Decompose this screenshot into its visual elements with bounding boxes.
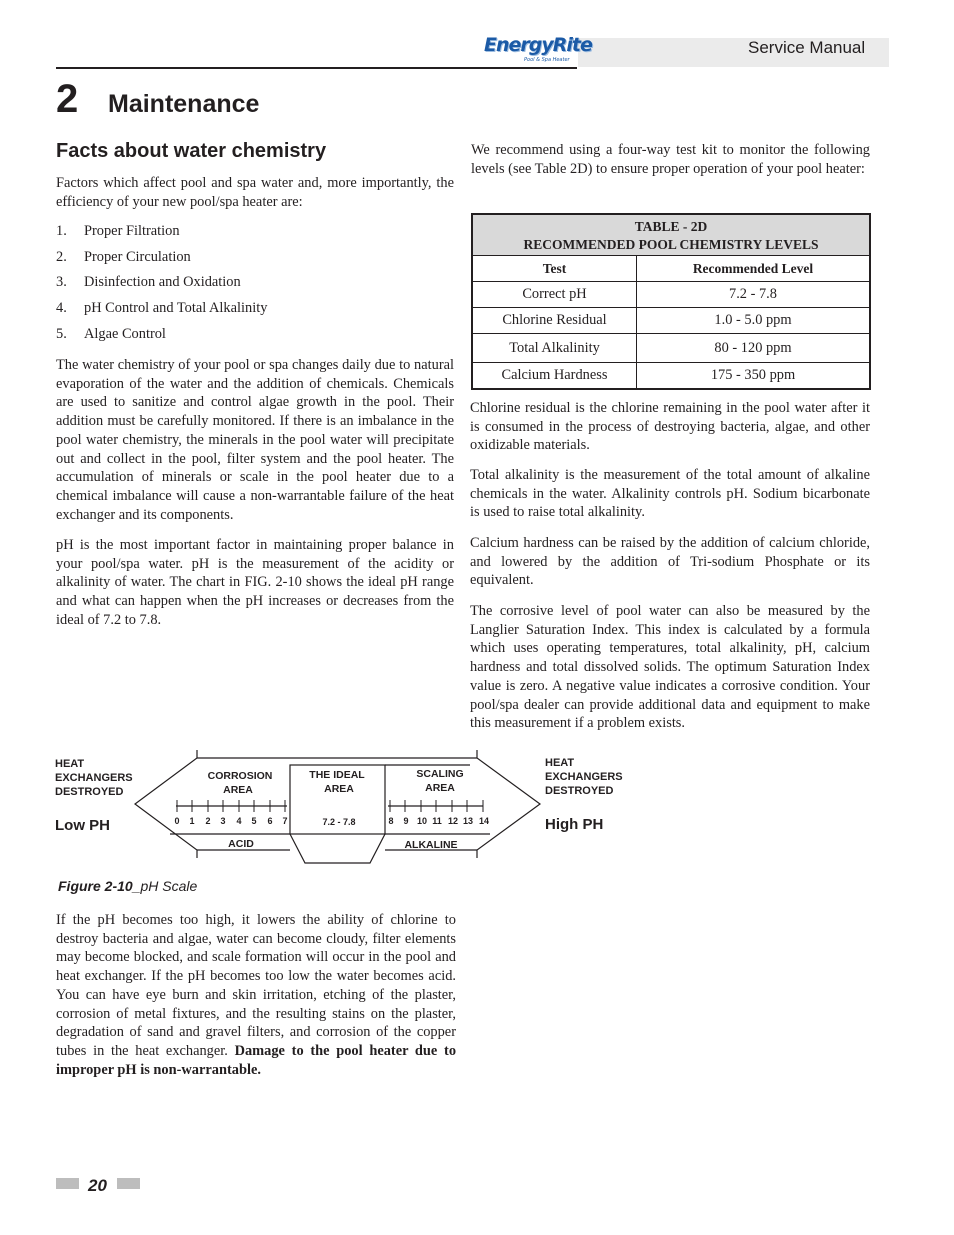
corrosion-label: CORROSION	[207, 770, 273, 782]
ph-tick-label: 12	[447, 816, 459, 826]
ph-tick-label: 6	[267, 816, 273, 826]
ph-tick-label: 2	[205, 816, 211, 826]
ph-effects-text: If the pH becomes too high, it lowers the ability of chlorine to destroy bacteria and algae, water can become cloudy, filter elements may become blocked, and scale formation will occur in the pool and heat exchanger. If the pH becomes too low the water becomes acid. You can have eye burn and skin irritation, etching of the plaster, corrosion of metal fixtures, and the resulting stains on the plaster, degradation of sand and gravel filters, and corrosion of the copper tubes in the heat exchanger.	[56, 912, 456, 1059]
ph-tick-label: 10	[416, 816, 428, 826]
ph-tick-label: 14	[478, 816, 490, 826]
ph-tick-label: 11	[432, 816, 442, 826]
ph-tick-label: 3	[220, 816, 226, 826]
header-rule	[56, 67, 577, 69]
langlier-paragraph: The corrosive level of pool water can also be measured by the Langlier Saturation Index. This index is calculated by a formula which uses operating temperatures, total alkalinity, pH, calcium hardness and total dissolved solids. The optimum Saturation Index value is zero. A negative value indicates a corrosive condition. Your pool/spa dealer can provide additional data and equipment to make this measurement if a problem exists.	[470, 603, 870, 732]
ph-scale-diagram	[0, 745, 954, 870]
calcium-paragraph: Calcium hardness can be raised by the addition of calcium chloride, and lowered by the addition of Tri-sodium Phosphate or its equivalent.	[470, 535, 870, 589]
table-cell: 1.0 - 5.0 ppm	[637, 308, 871, 334]
table-cell: 175 - 350 ppm	[637, 363, 871, 390]
ph-tick-label: 7	[282, 816, 288, 826]
section-title: Facts about water chemistry	[56, 140, 327, 162]
table-cell: Total Alkalinity	[472, 334, 637, 363]
table-row	[472, 334, 870, 363]
list-item: 4. pH Control and Total Alkalinity	[56, 300, 268, 316]
table-cell: Chlorine Residual	[472, 308, 637, 334]
right-destroyed-label: DESTROYED	[545, 785, 614, 797]
table-header: Recommended Level	[637, 256, 871, 282]
table-header: Test	[472, 256, 637, 282]
right-arrow-outline	[477, 750, 540, 858]
alkaline-label: ALKALINE	[404, 839, 458, 851]
chapter-title: Maintenance	[108, 90, 260, 118]
ideal-area-trapezoid	[290, 834, 385, 863]
ph-effects-paragraph	[56, 911, 456, 1079]
left-exchangers-label: EXCHANGERS	[55, 772, 133, 784]
table-caption: TABLE - 2D RECOMMENDED POOL CHEMISTRY LEVELS	[472, 214, 870, 256]
left-arrow-outline	[135, 750, 197, 858]
acid-label: ACID	[228, 838, 254, 850]
ideal-range-label: 7.2 - 7.8	[322, 817, 356, 827]
ideal-area-label: AREA	[324, 783, 354, 795]
ph-paragraph: pH is the most important factor in maintaining proper balance in your pool/spa water. pH is the measurement of the acidity or alkalinity of water. The chart in FIG. 2-10 shows the ideal pH range and what can happen when the pH increases or decreases from the ideal of 7.2 to 7.8.	[56, 537, 454, 628]
chemistry-table	[471, 213, 871, 390]
chlorine-paragraph: Chlorine residual is the chlorine remaining in the pool water after it is consumed in the process of destroying bacteria, algae, and other oxidizable materials.	[470, 400, 870, 454]
table-row	[472, 308, 870, 334]
right-heat-label: HEAT	[545, 757, 575, 769]
left-heat-label: HEAT	[55, 758, 85, 770]
list-item: 2. Proper Circulation	[56, 249, 191, 265]
non-warrantable-warning: Damage to the pool heater due to improper pH is non-warrantable.	[56, 1042, 457, 1078]
chapter-number: 2	[56, 77, 79, 121]
table-cell: Calcium Hardness	[472, 363, 637, 390]
chemistry-paragraph: The water chemistry of your pool or spa changes daily due to natural evaporation of the water and the addition of chemicals. Chemicals are used to sanitize and control algae growth in the pool. Their addition must be carefully monitored. If there is an imbalance in the pool water chemistry, the minerals in the pool water will precipitate out and collect in the pool, filter system and the pool heater. The accumulation of minerals or scale in the pool heater due to a chemical imbalance will cause a non-warrantable failure of the heat exchanger and its components.	[56, 357, 454, 523]
page-number: 20	[88, 1176, 107, 1195]
corrosion-area-label: AREA	[223, 784, 253, 796]
left-destroyed-label: DESTROYED	[55, 786, 124, 798]
table-row	[472, 363, 870, 390]
figure-label: Figure 2-10	[58, 878, 133, 894]
scaling-label: SCALING	[416, 768, 464, 780]
high-ph-label: High PH	[545, 816, 604, 833]
ph-tick-label: 9	[403, 816, 409, 826]
alkalinity-paragraph: Total alkalinity is the measurement of the total amount of alkaline chemicals in the water. Alkalinity controls pH. Sodium bicarbonate is used to raise total alkalinity.	[470, 467, 870, 521]
list-item: 3. Disinfection and Oxidation	[56, 274, 241, 290]
scaling-area-label: AREA	[425, 782, 455, 794]
logo-wordmark: EnergyRite	[484, 34, 592, 56]
table-cell: 7.2 - 7.8	[637, 282, 871, 308]
recommend-paragraph: We recommend using a four-way test kit to monitor the following levels (see Table 2D) to ensure proper operation of your pool heater:	[471, 142, 870, 177]
intro-paragraph: Factors which affect pool and spa water and, more importantly, the efficiency of your new pool/spa heater are:	[56, 175, 454, 210]
logo-tagline: Pool & Spa Heater	[524, 57, 570, 63]
manual-title: Service Manual	[748, 38, 866, 57]
page-number-bar-right	[117, 1178, 140, 1189]
right-exchangers-label: EXCHANGERS	[545, 771, 623, 783]
table-row	[472, 282, 870, 308]
list-item: 5. Algae Control	[56, 326, 166, 342]
ph-tick-label: 8	[388, 816, 394, 826]
page-number-bar-left	[56, 1178, 79, 1189]
ph-tick-label: 4	[236, 816, 242, 826]
figure-title: _pH Scale	[132, 878, 198, 894]
ph-tick-label: 13	[462, 816, 474, 826]
low-ph-label: Low PH	[55, 817, 110, 834]
figure-caption	[58, 878, 197, 894]
energyrite-logo	[484, 34, 592, 68]
ideal-label: THE IDEAL	[309, 769, 365, 781]
list-item: 1. Proper Filtration	[56, 223, 180, 239]
ph-tick-label: 0	[174, 816, 180, 826]
ph-tick-label: 1	[189, 816, 195, 826]
table-cell: 80 - 120 ppm	[637, 334, 871, 363]
ph-tick-label: 5	[251, 816, 257, 826]
table-cell: Correct pH	[472, 282, 637, 308]
